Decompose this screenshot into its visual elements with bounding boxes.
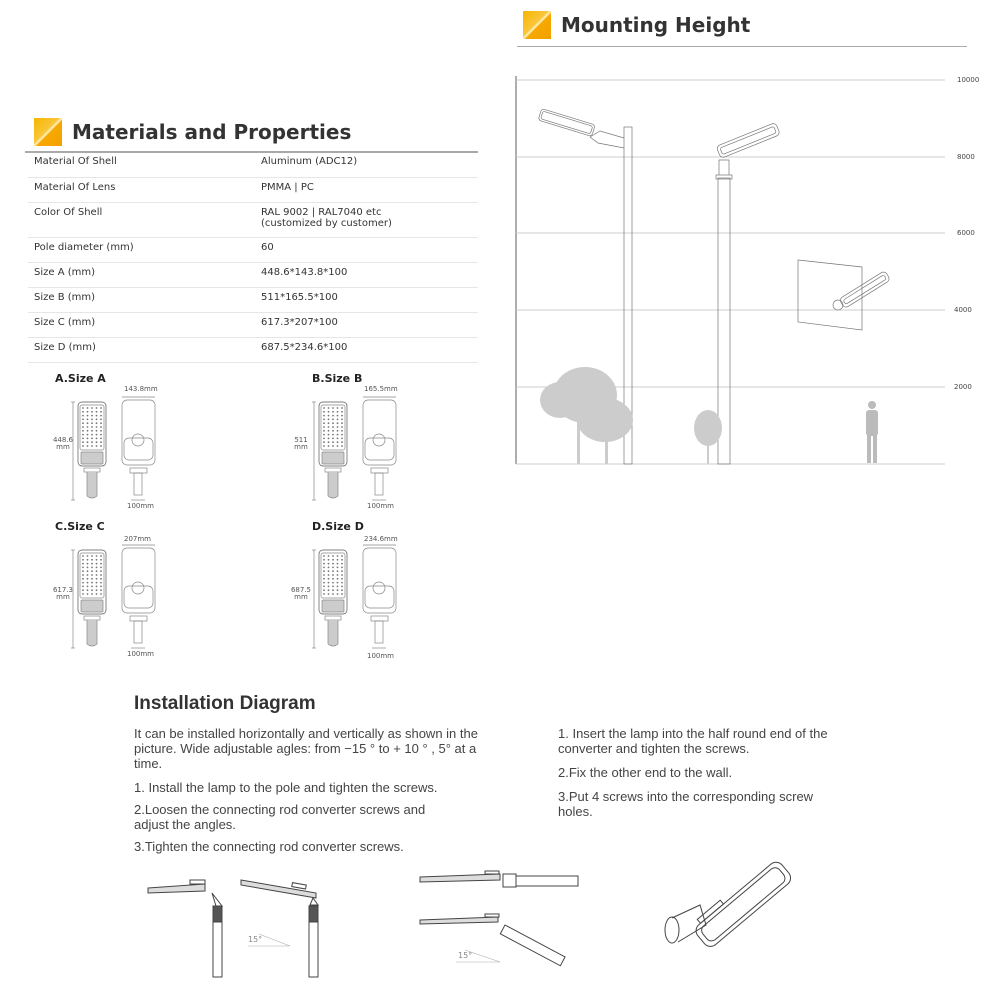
row-value: PMMA | PC: [255, 177, 478, 202]
mount-dimension: 100mm: [367, 652, 394, 660]
size-title: A.Size A: [55, 372, 106, 385]
row-value: 687.5*234.6*100: [255, 337, 478, 362]
mount-dimension: 100mm: [127, 650, 154, 658]
mount-dimension: 100mm: [367, 502, 394, 510]
lamp-3: [839, 271, 891, 309]
wall-step: 3.Put 4 screws into the corresponding screw holes.: [558, 789, 814, 819]
table-row: [28, 337, 478, 362]
table-row: [28, 312, 478, 337]
size-title: D.Size D: [312, 520, 364, 533]
height-unit: mm: [56, 593, 70, 601]
width-dimension: 234.6mm: [364, 535, 398, 543]
row-value: 617.3*207*100: [255, 312, 478, 337]
height-value: 448.6: [52, 436, 74, 444]
wall-lamp-horizontal: [420, 871, 578, 887]
section-icon: [34, 118, 62, 146]
size-d-diagram: [290, 520, 432, 660]
installation-intro: It can be installed horizontally and vertically as shown in the picture. Wide adjustable agles: from −15 ° to + 10 ° , 5° at a time.: [134, 726, 478, 771]
pole-instructions: [134, 726, 494, 854]
height-label-8000: 8000: [957, 153, 975, 161]
row-label: Pole diameter (mm): [28, 237, 255, 262]
row-value-line: (customized by customer): [261, 217, 392, 229]
row-value: Aluminum (ADC12): [255, 152, 478, 177]
size-a-diagram: [52, 372, 175, 512]
pole-step: 3.Tighten the connecting rod converter screws.: [134, 839, 404, 854]
width-dimension: 207mm: [124, 535, 151, 543]
wall-mount-lamp: [690, 860, 794, 950]
mounting-height-diagram: [510, 70, 950, 470]
pole-step: 2.Loosen the connecting rod converter screws and adjust the angles.: [134, 802, 426, 832]
height-unit: mm: [294, 443, 308, 451]
installation-title: Installation Diagram: [134, 693, 316, 714]
table-row: [28, 202, 478, 237]
table-row: [28, 237, 478, 262]
wall-instructions: [558, 726, 833, 819]
wall-lamp-tilted: [420, 914, 565, 966]
height-unit: mm: [294, 593, 308, 601]
properties-table: [28, 152, 478, 363]
section-icon: [523, 11, 551, 39]
row-value: 511*165.5*100: [255, 287, 478, 312]
mounting-height-title: Mounting Height: [561, 13, 751, 37]
installation-drawings: [130, 860, 810, 990]
mount-dimension: 100mm: [127, 502, 154, 510]
row-label: Color Of Shell: [28, 202, 255, 237]
table-row: [28, 152, 478, 177]
row-value: 448.6*143.8*100: [255, 262, 478, 287]
divider: [517, 46, 967, 47]
size-b-diagram: [294, 372, 432, 512]
width-dimension: 165.5mm: [364, 385, 398, 393]
height-dimension: [290, 587, 312, 601]
size-title: C.Size C: [55, 520, 105, 533]
height-dimension: [52, 587, 74, 601]
row-label: Size A (mm): [28, 262, 255, 287]
angle-label: 15°: [248, 935, 263, 944]
wall-step: 2.Fix the other end to the wall.: [558, 765, 733, 780]
size-c-diagram: [52, 520, 175, 660]
height-label-6000: 6000: [957, 229, 975, 237]
size-title: B.Size B: [312, 372, 363, 385]
height-value: 511: [294, 436, 308, 444]
row-label: Material Of Lens: [28, 177, 255, 202]
width-dimension: 143.8mm: [124, 385, 158, 393]
row-value: [255, 202, 478, 237]
table-row: [28, 262, 478, 287]
row-label: Size B (mm): [28, 287, 255, 312]
table-row: [28, 287, 478, 312]
pole-step: 1. Install the lamp to the pole and tighten the screws.: [134, 780, 438, 795]
height-dimension: [52, 437, 74, 451]
height-dimension: [290, 437, 312, 451]
height-label-4000: 4000: [954, 306, 972, 314]
wall-step: 1. Insert the lamp into the half round end of the converter and tighten the screws.: [558, 726, 828, 756]
height-label-10000: 10000: [957, 76, 980, 84]
row-label: Material Of Shell: [28, 152, 255, 177]
row-label: Size D (mm): [28, 337, 255, 362]
trees-icon: [540, 367, 722, 464]
pole-lamp-horizontal: [148, 880, 222, 977]
height-unit: mm: [56, 443, 70, 451]
height-label-2000: 2000: [954, 383, 972, 391]
row-value: 60: [255, 237, 478, 262]
angle-label: 15°: [458, 951, 473, 960]
materials-title: Materials and Properties: [72, 120, 352, 144]
table-row: [28, 177, 478, 202]
wall: [798, 260, 862, 330]
row-label: Size C (mm): [28, 312, 255, 337]
person-icon: [866, 401, 878, 463]
height-value: 617.3: [52, 586, 74, 594]
row-value-line: RAL 9002 | RAL7040 etc: [261, 206, 382, 218]
height-value: 687.5: [290, 586, 312, 594]
lamp-1: [538, 109, 595, 137]
pole-lamp-tilted: [241, 880, 318, 977]
